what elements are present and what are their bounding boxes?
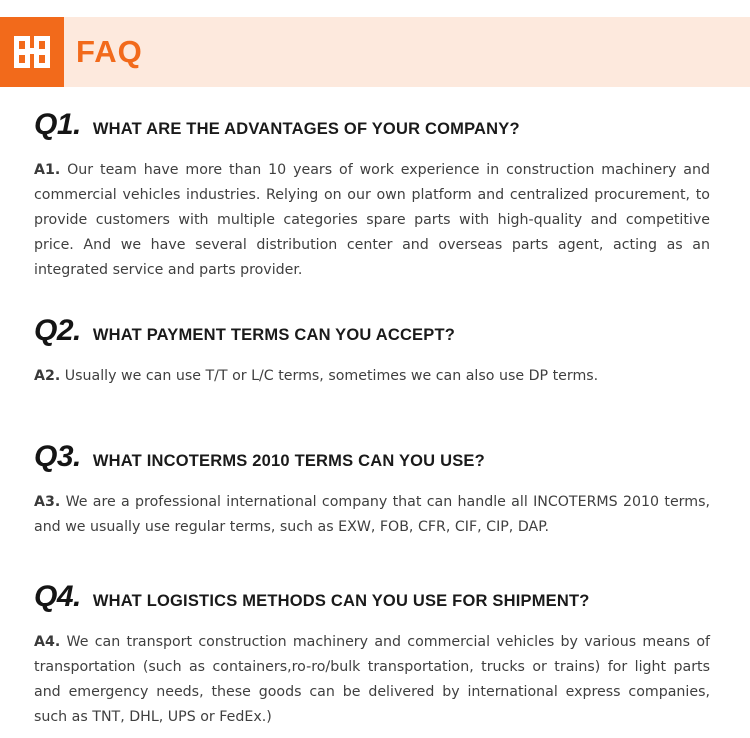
faq-header [0,17,750,87]
question-row [34,440,710,476]
answer-body: We can transport construction machinery and commercial vehicles by various means of transportation (such as containers,ro-ro/bulk transportation, trucks or trains) for light parts and emergency needs, these goods can be delivered by international express companies, such as TNT, DHL, UPS or FedEx.) [34,634,710,725]
answer-body: Our team have more than 10 years of work experience in construction machinery and commercial vehicles industries. Relying on our own platform and centralized procurement, to provide customers with multiple categories spare parts with high-quality and competitive price. And we have several distribution center and overseas parts agent, acting as an integrated service and parts provider. [34,162,711,278]
faq-item-3 [34,440,710,540]
question-number: Q1. [34,108,81,141]
answer-body: Usually we can use T/T or L/C terms, sometimes we can also use DP terms. [64,368,599,384]
answer-text [34,364,710,389]
question-row [34,108,710,144]
answer-body: We are a professional international company that can handle all INCOTERMS 2010 terms, and we usually use regular terms, such as EXW, FOB, CFR, CIF, CIP, DAP. [34,494,710,535]
answer-label: A1. [34,162,61,178]
question-row [34,580,710,616]
answer-label: A3. [34,494,61,510]
question-number: Q3. [34,440,81,473]
page-title: FAQ [76,34,143,69]
answer-text [34,490,710,540]
question-text: WHAT LOGISTICS METHODS CAN YOU USE FOR SHIPMENT? [92,592,590,610]
answer-text [34,630,710,730]
faq-item-2 [34,314,710,389]
brand-logo-icon [14,36,50,68]
question-row [34,314,710,350]
question-text: WHAT PAYMENT TERMS CAN YOU ACCEPT? [92,326,456,344]
answer-text [34,158,710,283]
faq-item-4 [34,580,710,730]
answer-label: A4. [34,634,61,650]
faq-item-1 [34,108,710,283]
question-text: WHAT INCOTERMS 2010 TERMS CAN YOU USE? [92,452,485,470]
question-number: Q2. [34,314,81,347]
answer-label: A2. [34,368,61,384]
question-number: Q4. [34,580,81,613]
question-text: WHAT ARE THE ADVANTAGES OF YOUR COMPANY? [92,120,520,138]
logo-badge [0,17,64,87]
